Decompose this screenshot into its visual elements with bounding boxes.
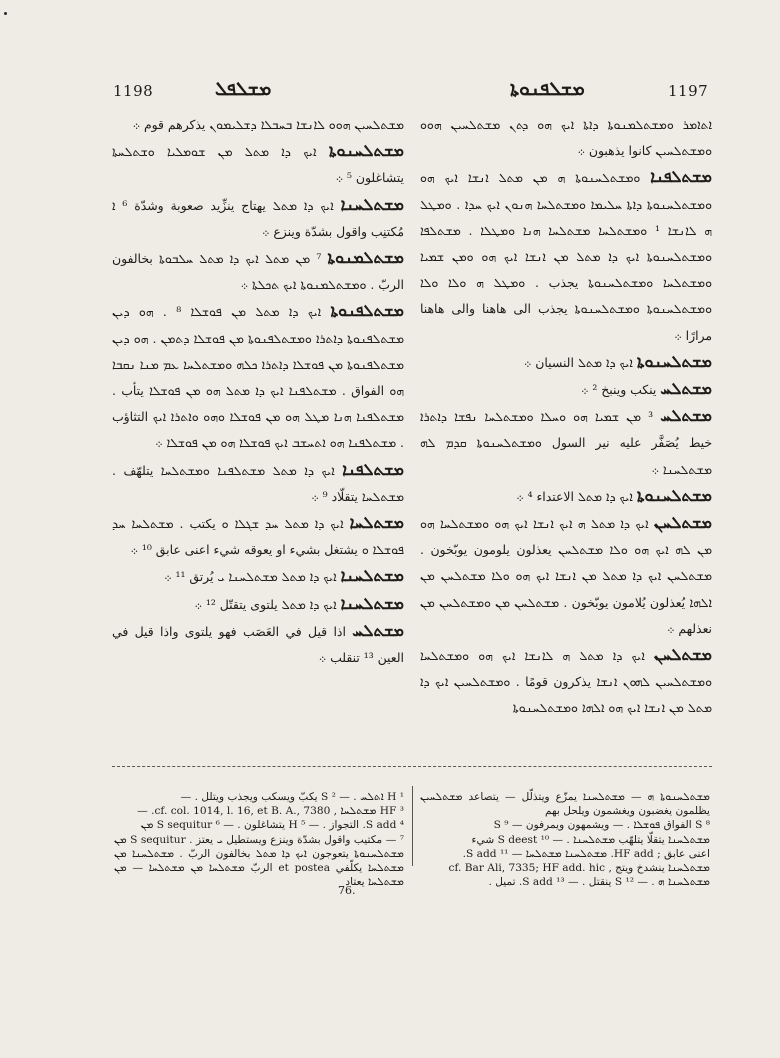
dictionary-entry <box>112 618 404 671</box>
entry-definition: ܐܝܟ ܕܐ ܡܬܠ ܗ ܠܐܢܫܐ ܐܝܟ ܗܘ ܘܡܫܬܠܚܐ ܘܡܫܬܠܚܝܢ ܠܗܘܢ ܐܢܫܐ يذكرون قومًا . ܘܡܫܬܠܚܝܢ ܐܝܟ ܕܐ ܡܬܠ ܡܢ ܐܢܫܐ ܐܝܟ ܗܘ ܐܠܗܐ ܘܡܫܬܠܚܢܘܬܐ <box>420 648 712 716</box>
entry-headword: ܡܫܬܠܚܢܐ <box>340 194 404 214</box>
entry-definition: ܐܝܟ ܕܐ ܡܬܠ ܡܫܬܠܚܢܐ ܝ يُرتق ¹¹ ܀ <box>164 569 337 585</box>
page-speck <box>4 12 7 15</box>
dictionary-entry <box>112 138 404 191</box>
entry-definition: ⁷ ܡܢ ܡܬܠ ܐܝܟ ܕܐ ܡܬܠ ܚܠܒܘܬܐ بخالفون الربّ . ܘܡܫܬܠܡܢܘܬܐ ܐܝܟ ܬܟܠܬܐ ܀ <box>112 251 404 293</box>
footnote-line: ¹ H ܐܬܠܚ . — ² S يكبّ ويسكب ويجذب ويتلل . — <box>180 791 404 803</box>
dictionary-entry <box>420 112 712 164</box>
dictionary-entry <box>112 192 404 245</box>
footnotes-left <box>114 790 404 889</box>
footnote-column-rule <box>412 786 413 866</box>
entry-headword: ܡܫܬܠܚ <box>352 620 404 640</box>
entry-headword: ܡܫܬܠܦܢܐ <box>342 459 404 479</box>
footnote-line: ܡܫܬܠܚܢܐ ܗ . — ¹² S ينقتل . — ¹³ S add. تميل . <box>488 876 710 889</box>
entry-definition: ܐܝܟ ܕܐ ܡܬܠ النسيان ܀ <box>523 354 633 370</box>
entry-headword: ܡܫܬܠܚܐ <box>349 513 404 533</box>
entry-headword: ܡܫܬܠܦܢܘܬܐ <box>330 301 404 321</box>
dictionary-entry <box>112 112 404 138</box>
left-page-number: 1198 <box>113 82 154 100</box>
entry-definition: ܡܫܬܠܚܝܢ ܗܘܘ ܠܐܢܫܐ ܒܚܒܠܐ ܕܫܠܝܡܘܢ يذكرهم قوم ܀ <box>132 117 404 132</box>
entry-headword: ܡܫܬܠܚܢ <box>654 645 712 665</box>
dictionary-entry <box>420 349 712 376</box>
entry-headword: ܡܫܬܠܦܢܐ <box>650 167 712 187</box>
footnote-line: ⁸ S الفواق ܦܘܫܠܐ . — ويشمهون ويمرفون — ⁹ S <box>493 819 710 832</box>
left-running-head: ܡܫܠܦܠ <box>215 78 272 100</box>
dictionary-entry <box>112 563 404 590</box>
entry-headword: ܡܫܬܠܚܢܐ <box>340 566 404 586</box>
entry-definition: ܐܝܟ ܕܐ ܡܬܠ الاعتداء ⁴ ܀ <box>516 488 633 504</box>
entry-headword: ܡܫܬܠܚܢܘܬܐ <box>328 141 404 161</box>
footnote-separator <box>112 766 712 767</box>
entry-headword: ܡܫܬܠܚܢ <box>654 513 712 533</box>
entry-definition: ܐܝܟ ܕܐ ܡܬܠ ܚܕ ܫܓܠܐ ܘ يكتب . ܡܫܬܠܚܐ ܚܕ ܦܘܫܠܐ ܘ يشتغل بشيء او يعوقه شيء اعنى عابق ¹⁰ ܀ <box>112 516 404 558</box>
entry-definition: ܐܝܟ ܕܐ ܡܬܠ ܡܢ ܦܘܫܠܐ ⁸ . ܗܘ ܕܝܢ ܡܫܬܠܦܢܘܬܐ ܕܐܬܪܐ ܘܡܫܬܠܦܢܘܬܐ ܡܢ ܦܘܫܠܐ ܕܬܡܢ . ܗܘ ܕܝܢ ܡܫܬܠܦܢܘܬܐ ܡܢ ܦܘܫܠܐ ܕܐܬܪܐ ܟܠܗ ܘܡܫܬܠܚܐ ܥܡ ܡܢܐ ܢܩܒܐ ܗܘ الفواق . ܡܫܬܠܦܢܐ ܐܝܟ ܕܐ ܡܬܠ ܗܘ ܡܢ ܦܘܫܠܐ يتأب . ܡܫܬܠܦܢܐ ܗܢܐ ܡܛܠ ܗܘ ܡܢ ܦܘܫܠܐ ܘܗܘ ܘܐܬܪܐ ܐܝܟ التثاؤب . ܡܫܬܠܦܢܐ ܗܘ ܐܬܚܫܒ ܐܝܟ ܦܘܫܠܐ ܗܘ ܡܢ ܦܘܫܠܐ ܀ <box>112 304 404 451</box>
entry-headword: ܡܫܬܠܚܢܐ <box>340 593 404 613</box>
footnote-line: ܡܫܬܠܚܢܘܬܐ ܗ — ܡܫܬܠܚܢܐ يمزّع ويتذلّل — يتصاعد ܡܫܬܠܚܝܢ يظلمون يغضبون ويغشمون ويلحل بهم <box>420 791 710 818</box>
footnote-line: ܡܫܬܠܚܢܐ ينشدخ ويتج , cf. Bar Ali, 7335; HF add. hic <box>448 862 710 875</box>
dictionary-entry <box>112 245 404 298</box>
entry-definition: ܐܬܐܡܪ ܘܡܫܬܠܡܢܘܬܐ ܕܐܬܐ ܐܝܟ ܗܘ ܕܬܢ ܡܫܬܠܚܝܢ ܗܘܘ ܘܡܫܬܠܚܝܢ كانوا يذهبون ܀ <box>420 117 712 159</box>
entry-definition: ܐܝܟ ܕܐ ܡܬܠ ܡܢ ܫܘܡܠܝܐ ܘܫܬܠܚܬܐ يتشاغلون ⁵ ܀ <box>112 144 404 186</box>
entry-headword: ܡܫܬܠܚܢܘܬܐ <box>636 351 712 371</box>
footnote-line: ⁴ S add. التجواز . — ⁵ H يتشاغلون . — ⁶ S sequitur ܡܢ <box>140 819 404 832</box>
entry-definition: ينكب وينبخ ² ܀ <box>581 382 657 398</box>
footnote-line: ³ HF ܡܫܬܠܚܐ , cf. col. 1014, l. 16, et B. A., 7380. — <box>137 805 404 818</box>
dictionary-entry <box>112 510 404 563</box>
dictionary-entry <box>112 457 404 510</box>
dictionary-entry <box>420 403 712 483</box>
footnote-line: اعنى عابق ; HF add. ܡܫܬܠܚܢܐ ܡܫܬܠܚܐ — ¹¹ S add. <box>462 847 710 860</box>
entry-headword: ܡܫܬܠܚ <box>660 379 712 399</box>
dictionary-entry <box>420 510 712 642</box>
entry-definition: ܘܡܫܬܠܚܢܘܬܐ ܗ ܡܢ ܡܬܠ ܐܢܫܐ ܐܝܟ ܗܘ ܘܡܫܬܠܚܢܘܬܐ ܕܐܬܐ ܚܠܝܡܐ ܘܡܫܬܠܚܐ ܗܢܘܢ ܐܝܟ ܚܕܐ . ܘܡܛܠ ܗ ܠܐܢܫܐ ¹ ܘܡܫܬܠܚܐ ܡܫܬܠܚܐ ܗܢܐ ܘܡܛܠܐ . ܡܫܬܠܦܐ ܘܡܫܬܠܚܢܘܬܐ ܐܝܟ ܕܐ ܡܬܠ ܡܢ ܐܢܫܐ ܐܝܟ ܗܘ ܘܡܢ ܫܡܝܐ ܘܡܫܬܠܚܐ ܘܡܫܬܠܚܢܘܬܐ يجذب . ܘܡܛܠ ܗ ܘܠܐ ܘܠܐ ܘܡܫܬܠܚܢܘܬܐ ܘܡܫܬܠܚܢܘܬܐ يجذب الى هاهنا والى هاهنا مرارًا ܀ <box>420 170 712 343</box>
entry-headword: ܡܫܬܠܚܢܘܬܐ <box>636 485 712 505</box>
dictionary-entry <box>420 164 712 348</box>
dictionary-entry <box>420 376 712 403</box>
entry-definition: ܐܝܟ ܕܐ ܡܬܠ ܡܫܬܠܦܢܐ ܘܡܫܬܠܚܐ يتلهّف . ܡܫܬܠܚܐ يتقلّاد ⁹ ܀ <box>112 462 404 504</box>
footnote-line: ܡܫܬܠܚܢܐ يتقلّا يتلهّب ܡܫܬܠܚܢܐ . — ¹⁰ S deest شيء <box>471 833 710 846</box>
left-column <box>112 112 404 671</box>
right-page-number: 1197 <box>668 82 709 100</box>
footnote-line: ⁷ — مكتيب واقول بشدّة وينزع ويستطيل ܝ يعتز . S sequitur ܡܢ ܡܫܬܠܚܢܘܬܐ يتعوجون ܐܝܟ ܕܐ ܡܬܠ بخالفون الربّ . ܡܫܬܠܚܢܐ ܡܢ ܡܫܬܠܚܐ يكلّفي et postea الربّ ܡܫܬܠܚܐ ܡܢ ܡܫܬܠܚܐ — ܡܢ ܡܫܬܠܚܐ يعتاد <box>114 833 405 889</box>
dictionary-entry <box>420 483 712 510</box>
entry-definition: اذا قيل في العَصَب فهو يلتوى واذا قيل في العين ¹³ تنقلب ܀ <box>112 623 404 666</box>
entry-definition: ³ ܡܢ ܫܡܝܐ ܗܘ ܘܚܠܐ ܘܡܫܬܠܚܐ ܢܦܫܐ ܕܐܬܪܐ خيط يُصَفَّر عليه نير السول ܘܡܫܬܠܚܢܘܬܐ ܩܕܡ ܠܗ ܡܫܬܠܚܢܐ ܀ <box>420 409 712 477</box>
dictionary-entry <box>112 591 404 618</box>
signature-mark: 76. <box>338 884 356 897</box>
entry-definition: ܐܝܟ ܕܐ ܡܬܠ يهتاج ينزِّيد صعوبة وشدّة ⁶ ܐ مُكتنِب واقول بشدّة وينزع ܀ <box>112 197 404 239</box>
footnotes-right <box>420 790 710 889</box>
entry-headword: ܡܫܬܠܚ <box>660 406 712 426</box>
entry-definition: ܐܝܟ ܕܐ ܡܬܠ يلتوى يتقتّل ¹² ܀ <box>194 596 337 612</box>
right-running-head: ܡܫܠܦܢܘܬܐ <box>510 78 585 100</box>
dictionary-entry <box>420 642 712 722</box>
right-column <box>420 112 712 722</box>
entry-definition: ܐܝܟ ܕܐ ܡܬܠ ܗ ܐܝܟ ܐܢܫܐ ܐܝܟ ܗܘ ܘܡܫܬܠܚܐ ܗܘ ܡܢ ܠܗ ܐܝܟ ܗܘ ܘܠܐ ܡܫܬܠܚܢ يعذلون يلومون يوبّخون . ܡܫܬܠܚܢ ܐܝܟ ܕܐ ܡܬܠ ܡܢ ܐܢܫܐ ܐܝܟ ܗܘ ܘܠܐ ܡܫܬܠܚܢ ܡܢ ܐܠܗܐ يُعذلون يُلامون يوبّخون . ܡܫܬܠܚܢ ܡܢ ܘܡܫܬܠܚܢ ܡܢ نعذلهم ܀ <box>420 516 712 636</box>
dictionary-entry <box>112 298 404 456</box>
entry-headword: ܡܫܬܠܡܢܘܬܐ <box>327 248 404 268</box>
